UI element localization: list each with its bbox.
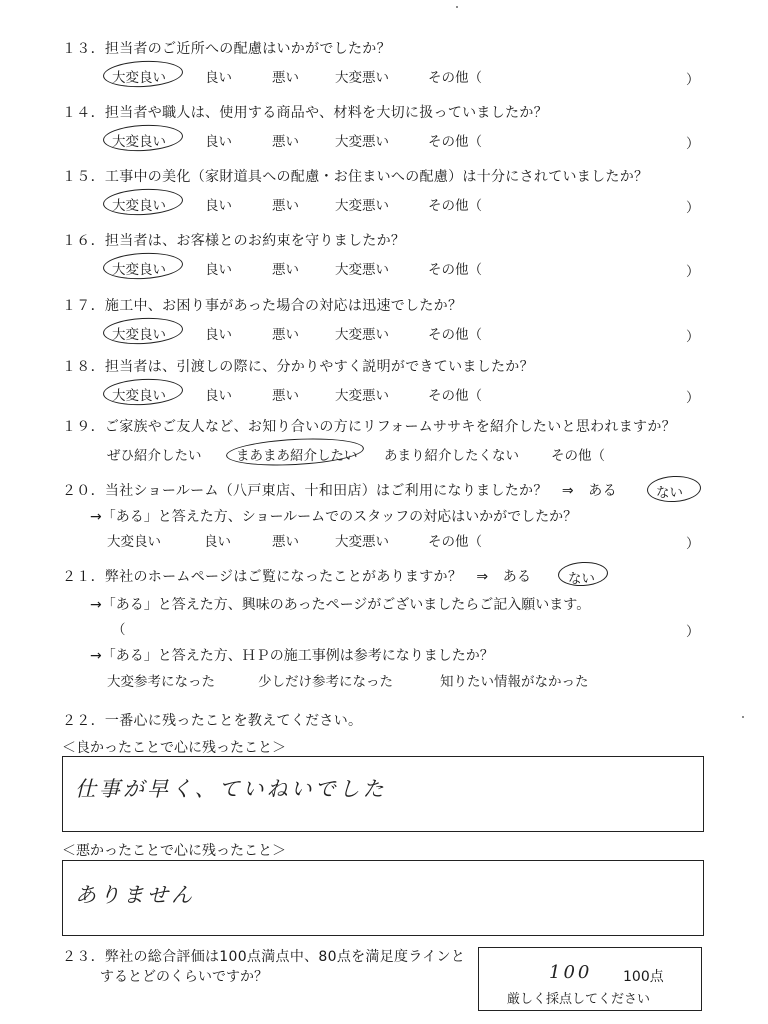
q23-score-written: 100	[549, 962, 593, 983]
question-13-opt-very-bad[interactable]: 大変悪い	[335, 70, 389, 86]
question-16-opt-good[interactable]: 良い	[205, 262, 232, 278]
question-15-opt-very-bad[interactable]: 大変悪い	[335, 198, 389, 214]
q22-bad-answer-box[interactable]	[62, 860, 704, 936]
question-14-close-paren: ）	[686, 136, 700, 152]
question-18-text: １８．担当者は、引渡しの際に、分かりやすく説明ができていましたか？	[62, 359, 534, 375]
question-18-opt-other[interactable]: その他（	[428, 388, 482, 404]
question-18-opt-very-good[interactable]: 大変良い	[112, 388, 166, 404]
q21-follow-text-2: →「ある」と答えた方、ＨＰの施工事例は参考になりましたか？	[90, 648, 494, 664]
question-17-selection-circle	[102, 316, 183, 346]
q22-good-label: ＜良かったことで心に残ったこと＞	[62, 740, 286, 756]
question-13-opt-very-good[interactable]: 大変良い	[112, 70, 166, 86]
question-17-opt-very-good[interactable]: 大変良い	[112, 327, 166, 343]
question-17-opt-good[interactable]: 良い	[205, 327, 232, 343]
q20-opt-bad[interactable]: 悪い	[272, 534, 299, 550]
question-13-text: １３．担当者のご近所への配慮はいかがでしたか？	[62, 41, 391, 57]
question-13-selection-circle	[102, 59, 183, 89]
q21-option-1[interactable]: 大変参考になった	[107, 674, 215, 690]
question-14-opt-good[interactable]: 良い	[205, 134, 232, 150]
question-16-opt-very-good[interactable]: 大変良い	[112, 262, 166, 278]
question-16-text: １６．担当者は、お客様とのお約束を守りましたか？	[62, 233, 406, 249]
question-14-opt-very-bad[interactable]: 大変悪い	[335, 134, 389, 150]
question-17-opt-very-bad[interactable]: 大変悪い	[335, 327, 389, 343]
question-17-opt-other[interactable]: その他（	[428, 327, 482, 343]
q19-option-3[interactable]: あまり紹介したくない	[384, 448, 519, 464]
question-15-opt-bad[interactable]: 悪い	[272, 198, 299, 214]
q20-close-paren: ）	[686, 536, 700, 552]
question-14-opt-bad[interactable]: 悪い	[272, 134, 299, 150]
q20-opt-very-good[interactable]: 大変良い	[107, 534, 161, 550]
question-18-opt-bad[interactable]: 悪い	[272, 388, 299, 404]
q21-follow-text-1: →「ある」と答えた方、興味のあったページがございましたらご記入願います。	[90, 597, 591, 613]
question-17-text: １７．施工中、お困り事があった場合の対応は迅速でしたか？	[62, 298, 463, 314]
question-14-opt-very-good[interactable]: 大変良い	[112, 134, 166, 150]
question-14-selection-circle	[102, 123, 183, 153]
q21-open-paren: （	[112, 622, 126, 638]
q20-follow-text: →「ある」と答えた方、ショールームでのスタッフの対応はいかがでしたか？	[90, 509, 578, 525]
question-16-opt-other[interactable]: その他（	[428, 262, 482, 278]
question-15-close-paren: ）	[686, 200, 700, 216]
q23-score-unit: 100点	[623, 969, 664, 985]
q21-text: ２１．弊社のホームページはご覧になったことがありますか？ ⇒ ある	[62, 569, 532, 585]
q22-bad-label: ＜悪かったことで心に残ったこと＞	[62, 843, 286, 859]
q20-selection-circle	[646, 475, 701, 504]
question-18-opt-good[interactable]: 良い	[205, 388, 232, 404]
scan-speck	[742, 716, 744, 718]
question-13-close-paren: ）	[686, 72, 700, 88]
q21-selection-circle	[557, 561, 608, 588]
q20-text: ２０．当社ショールーム（八戸東店、十和田店）はご利用になりましたか？ ⇒ ある	[62, 483, 617, 499]
q20-opt-good[interactable]: 良い	[204, 534, 231, 550]
question-15-text: １５．工事中の美化（家財道具への配慮・お住まいへの配慮）は十分にされていましたか？	[62, 169, 649, 185]
q19-option-2[interactable]: まあまあ紹介したい	[236, 448, 358, 464]
q19-option-4[interactable]: その他（	[551, 448, 605, 464]
q21-option-2[interactable]: 少しだけ参考になった	[258, 674, 393, 690]
q19-text: １９．ご家族やご友人など、お知り合いの方にリフォームササキを紹介したいと思われますか？	[62, 419, 676, 435]
question-15-opt-other[interactable]: その他（	[428, 198, 482, 214]
q20-option-no[interactable]: ない	[656, 485, 683, 501]
question-18-selection-circle	[102, 377, 183, 407]
question-16-opt-very-bad[interactable]: 大変悪い	[335, 262, 389, 278]
q22-text: ２２．一番心に残ったことを教えてください。	[62, 713, 363, 729]
question-13-opt-good[interactable]: 良い	[205, 70, 232, 86]
q20-opt-other[interactable]: その他（	[428, 534, 482, 550]
q23-text-line-2: するとどのくらいですか？	[100, 969, 268, 985]
q23-score-note: 厳しく採点してください	[507, 992, 651, 1007]
q23-score-box[interactable]	[478, 947, 702, 1011]
q21-option-3[interactable]: 知りたい情報がなかった	[440, 674, 589, 690]
q22-good-answer-box[interactable]	[62, 756, 704, 832]
question-18-opt-very-bad[interactable]: 大変悪い	[335, 388, 389, 404]
question-13-opt-other[interactable]: その他（	[428, 70, 482, 86]
question-14-opt-other[interactable]: その他（	[428, 134, 482, 150]
q21-close-paren: ）	[686, 624, 700, 640]
question-15-opt-very-good[interactable]: 大変良い	[112, 198, 166, 214]
q21-option-no[interactable]: ない	[568, 571, 595, 587]
question-16-selection-circle	[102, 251, 183, 281]
question-15-selection-circle	[102, 187, 183, 217]
question-13-opt-bad[interactable]: 悪い	[272, 70, 299, 86]
q22-good-answer: 仕事が早く、ていねいでした	[75, 777, 387, 801]
q23-text-line-1: ２３．弊社の総合評価は100点満点中、80点を満足度ラインと	[62, 949, 466, 965]
q20-opt-very-bad[interactable]: 大変悪い	[335, 534, 389, 550]
question-14-text: １４．担当者や職人は、使用する商品や、材料を大切に扱っていましたか？	[62, 105, 548, 121]
question-16-close-paren: ）	[686, 264, 700, 280]
question-17-opt-bad[interactable]: 悪い	[272, 327, 299, 343]
question-17-close-paren: ）	[686, 329, 700, 345]
scan-speck	[456, 6, 458, 8]
question-16-opt-bad[interactable]: 悪い	[272, 262, 299, 278]
q22-bad-answer: ありません	[75, 883, 195, 907]
q19-option-1[interactable]: ぜひ紹介したい	[107, 448, 202, 464]
question-15-opt-good[interactable]: 良い	[205, 198, 232, 214]
question-18-close-paren: ）	[686, 390, 700, 406]
